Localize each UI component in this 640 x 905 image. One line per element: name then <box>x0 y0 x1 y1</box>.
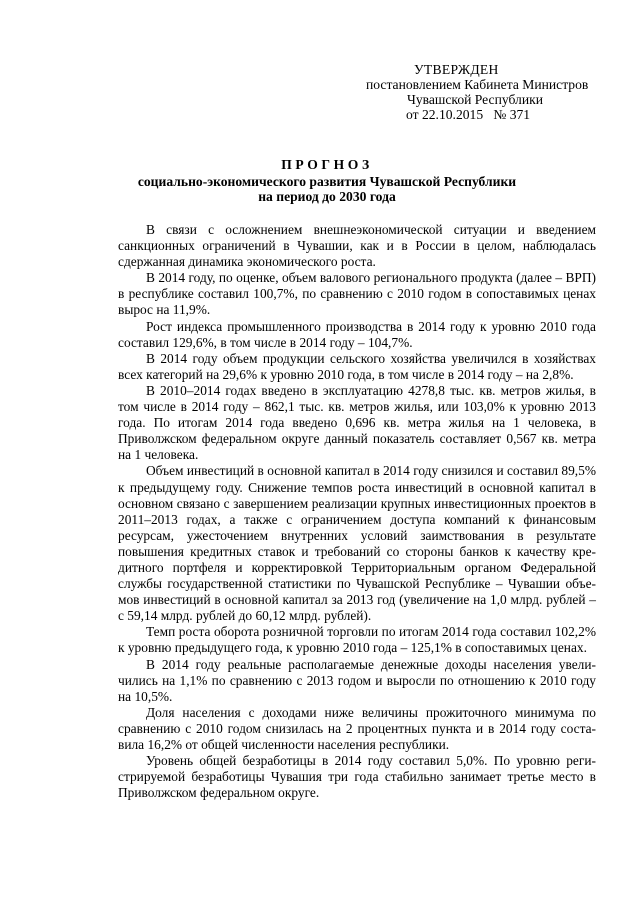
approval-date-number: от 22.10.2015 № 371 <box>406 107 531 122</box>
document-body <box>118 222 596 801</box>
paragraph: В 2014 году, по оценке, объем валового регионального продукта (далее – ВРП) в республике составил 100,7%, по сравнению с 2010 годом в сопоставимых ценах вырос на 11,9%. <box>118 270 596 318</box>
paragraph: Рост индекса промышленного производства в 2014 году к уровню 2010 года составил 129,6%, в том числе в 2014 году – 104,7%. <box>118 318 596 350</box>
document-heading <box>120 157 534 205</box>
approval-authority: постановлением Кабинета Министров <box>366 77 589 92</box>
paragraph: Объем инвестиций в основной капитал в 2014 году снизился и составил 89,5% к предыдущему году. Снижение темпов роста инвестиций в основной капитал в основном связано с завершением реализации крупных инвестиционных проектов в 2011–2013 годах, а также с ограничением доступа компаний к финансовым ресурсам, ужесточением внутренних условий заимствования в результате повышения кредитных ставок и требований со стороны банков к качеству кредитного портфеля и корректировкой Территориальным органом Федеральной службы государственной статистики по Чувашской Республике – Чувашии объемов инвестиций в основной капитал за 2013 год (увеличение на 1,0 млрд. рублей – с 59,14 млрд. рублей до 60,12 млрд. рублей). <box>118 463 596 624</box>
paragraph: Доля населения с доходами ниже величины прожиточного минимума по сравнению с 2010 годом снизилась на 2 процентных пункта и в 2014 году составила 16,2% от общей численности населения республики. <box>118 704 596 752</box>
document-period: на период до 2030 года <box>258 189 396 204</box>
document-subtitle: социально-экономического развития Чувашской Республики <box>137 173 517 189</box>
paragraph: В 2010–2014 годах введено в эксплуатацию 4278,8 тыс. кв. метров жилья, в том числе в 2014 году – 862,1 тыс. кв. метров жилья, или 103,0% к уровню 2013 года. По итогам 2014 года введено 0,696 кв. метра жилья на 1 человека, в Приволжском федеральном округе данный показатель составляет 0,567 кв. метра на 1 человека. <box>118 382 596 463</box>
approval-stamp <box>362 62 602 122</box>
approval-republic: Чувашской Республики <box>407 92 543 107</box>
paragraph: В 2014 году объем продукции сельского хозяйства увеличился в хозяйствах всех категорий на 29,6% к уровню 2010 года, в том числе в 2014 году – на 2,8%. <box>118 350 596 382</box>
paragraph: В 2014 году реальные располагаемые денежные доходы населения увеличились на 1,1% по сравнению с 2013 годом и выросли по отношению к 2010 году на 10,5%. <box>118 656 596 704</box>
document-title: ПРОГНОЗ <box>281 157 373 172</box>
paragraph: Темп роста оборота розничной торговли по итогам 2014 года составил 102,2% к уровню предыдущего года, к уровню 2010 года – 125,1% в сопоставимых ценах. <box>118 624 596 656</box>
approval-title: УТВЕРЖДЕН <box>414 62 499 77</box>
paragraph: В связи с осложнением внешнеэкономической ситуации и введением санкционных ограничений в Чувашии, как и в России в целом, наблюдалась сдержанная динамика экономического роста. <box>118 222 596 270</box>
paragraph: Уровень общей безработицы в 2014 году составил 5,0%. По уровню регистрируемой безработицы Чувашия три года стабильно занимает третье место в Приволжском федеральном округе. <box>118 753 596 801</box>
